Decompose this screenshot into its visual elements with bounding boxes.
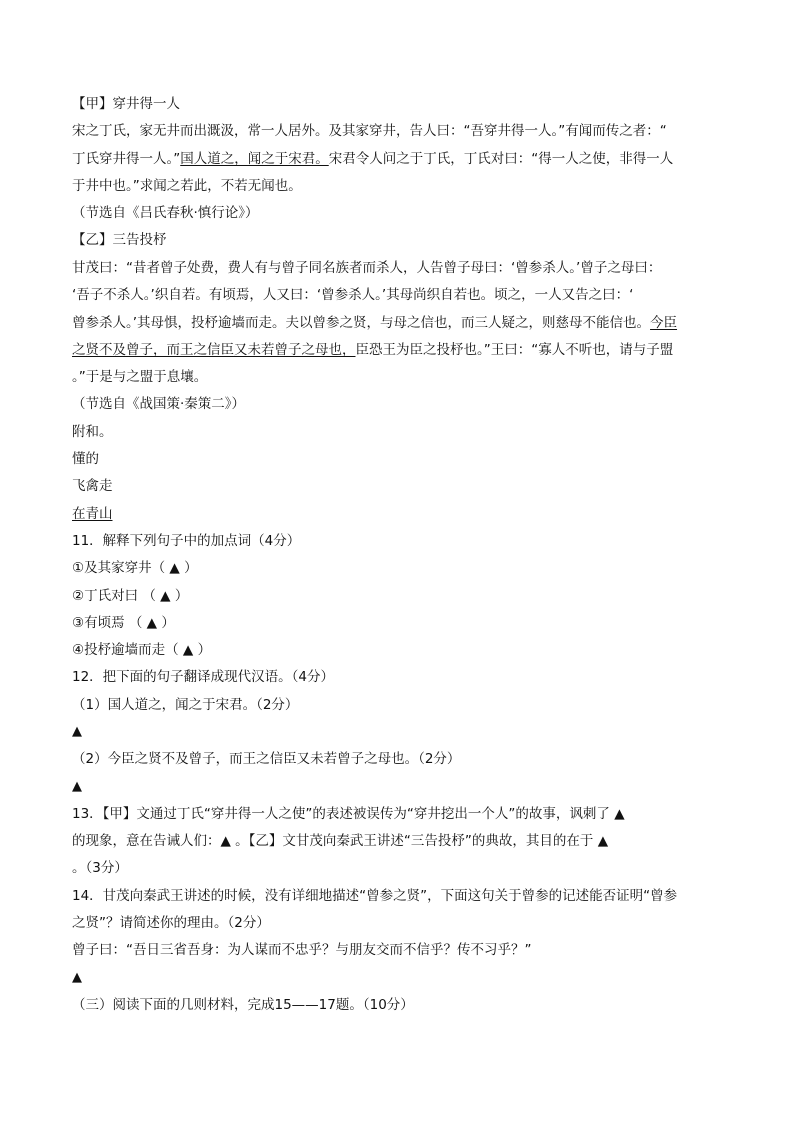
yi-line-5: 。”于是与之盟于息壤。 [72,369,208,385]
q12-sentence-2: （2）今臣之贤不及曾子，而王之信臣又未若曾子之母也。（2分） [72,751,461,767]
q12-answer-mark-2: ▲ [72,779,82,794]
q11-item-1: ①及其家穿井（ ▲ ） [72,560,198,576]
q13-line-1: 13．【甲】文通过丁氏“穿井得一人之使”的表述被误传为“穿井挖出一个人”的故事，讽刺了 ▲ [72,806,625,822]
yi-underlined-start: 今臣 [650,315,678,331]
jia-line-1: 宋之丁氏，家无井而出溉汲，常一人居外。及其家穿井，告人曰：“吾穿井得一人。”有闻而传之者：“ [72,123,667,139]
yi-underlined-end: 之贤不及曾子，而王之信臣又未若曾子之母也， [72,342,356,358]
stray-text-4: 在青山 [72,506,113,522]
jia-underlined-sentence: 国人道之，闻之于宋君。 [180,151,329,167]
yi-line-1: 甘茂曰：“昔者曾子处费，费人有与曾子同名族者而杀人，人告曾子母曰：‘曾参杀人。’曾子之母曰： [72,260,662,276]
q11-item-2: ②丁氏对曰 （ ▲ ） [72,588,189,604]
yi-line-3 [72,313,732,333]
q13-line-3: 。（3分） [72,860,128,876]
yi-line-3-a: 曾参杀人。’其母惧，投杼逾墙而走。夫以曾参之贤，与母之信也，而三人疑之，则慈母不能信也。 [72,315,651,331]
q13-line-2: 的现象，意在告诫人们：▲ 。【乙】文甘茂向秦武王讲述“三告投杼”的典故，其目的在于 ▲ [72,833,609,849]
jia-line-2-c: 宋君令人问之于丁氏，丁氏对曰：“得一人之使，非得一人 [328,151,674,167]
jia-line-3: 于井中也。”求闻之若此，不若无闻也。 [72,178,302,194]
q11-stem: 11．解释下列句子中的加点词（4分） [72,533,301,549]
jia-line-2 [72,149,732,169]
jia-title: 【甲】穿井得一人 [72,96,180,112]
q12-stem: 12．把下面的句子翻译成现代汉语。（4分） [72,669,335,685]
yi-line-4 [72,340,732,360]
q11-item-3: ③有顷焉 （ ▲ ） [72,615,175,631]
q14-line-2: 之贤”？请简述你的理由。（2分） [72,915,270,931]
stray-text-3: 飞禽走 [72,478,113,494]
stray-text-1: 附和。 [72,424,113,440]
q11-item-4: ④投杼逾墙而走（ ▲ ） [72,642,212,658]
jia-line-2-a: 丁氏穿井得一人。” [72,151,181,167]
q14-line-1: 14．甘茂向秦武王讲述的时候，没有详细地描述“曾参之贤”，下面这句关于曾参的记述能否证明“曾参 [72,888,678,904]
yi-line-2: ‘吾子不杀人。’织自若。有顷焉，人又曰：‘曾参杀人。’其母尚织自若也。顷之，一人又告之曰：‘ [72,287,634,303]
q12-answer-mark-1: ▲ [72,724,82,739]
q14-quote: 曾子曰：“吾日三省吾身：为人谋而不忠乎？与朋友交而不信乎？传不习乎？” [72,942,532,958]
q12-sentence-1: （1）国人道之，闻之于宋君。（2分） [72,697,299,713]
stray-text-2: 懂的 [72,451,99,467]
q14-answer-mark: ▲ [72,970,82,985]
yi-line-4-b: 臣恐王为臣之投杼也。”王曰：“寡人不听也，请与子盟 [355,342,674,358]
section-3-heading: （三）阅读下面的几则材料，完成15——17题。（10分） [72,997,414,1013]
yi-source: （节选自《战国策·秦策二》） [72,396,246,412]
jia-source: （节选自《吕氏春秋·慎行论》） [72,205,259,221]
yi-title: 【乙】三告投杼 [72,232,167,248]
